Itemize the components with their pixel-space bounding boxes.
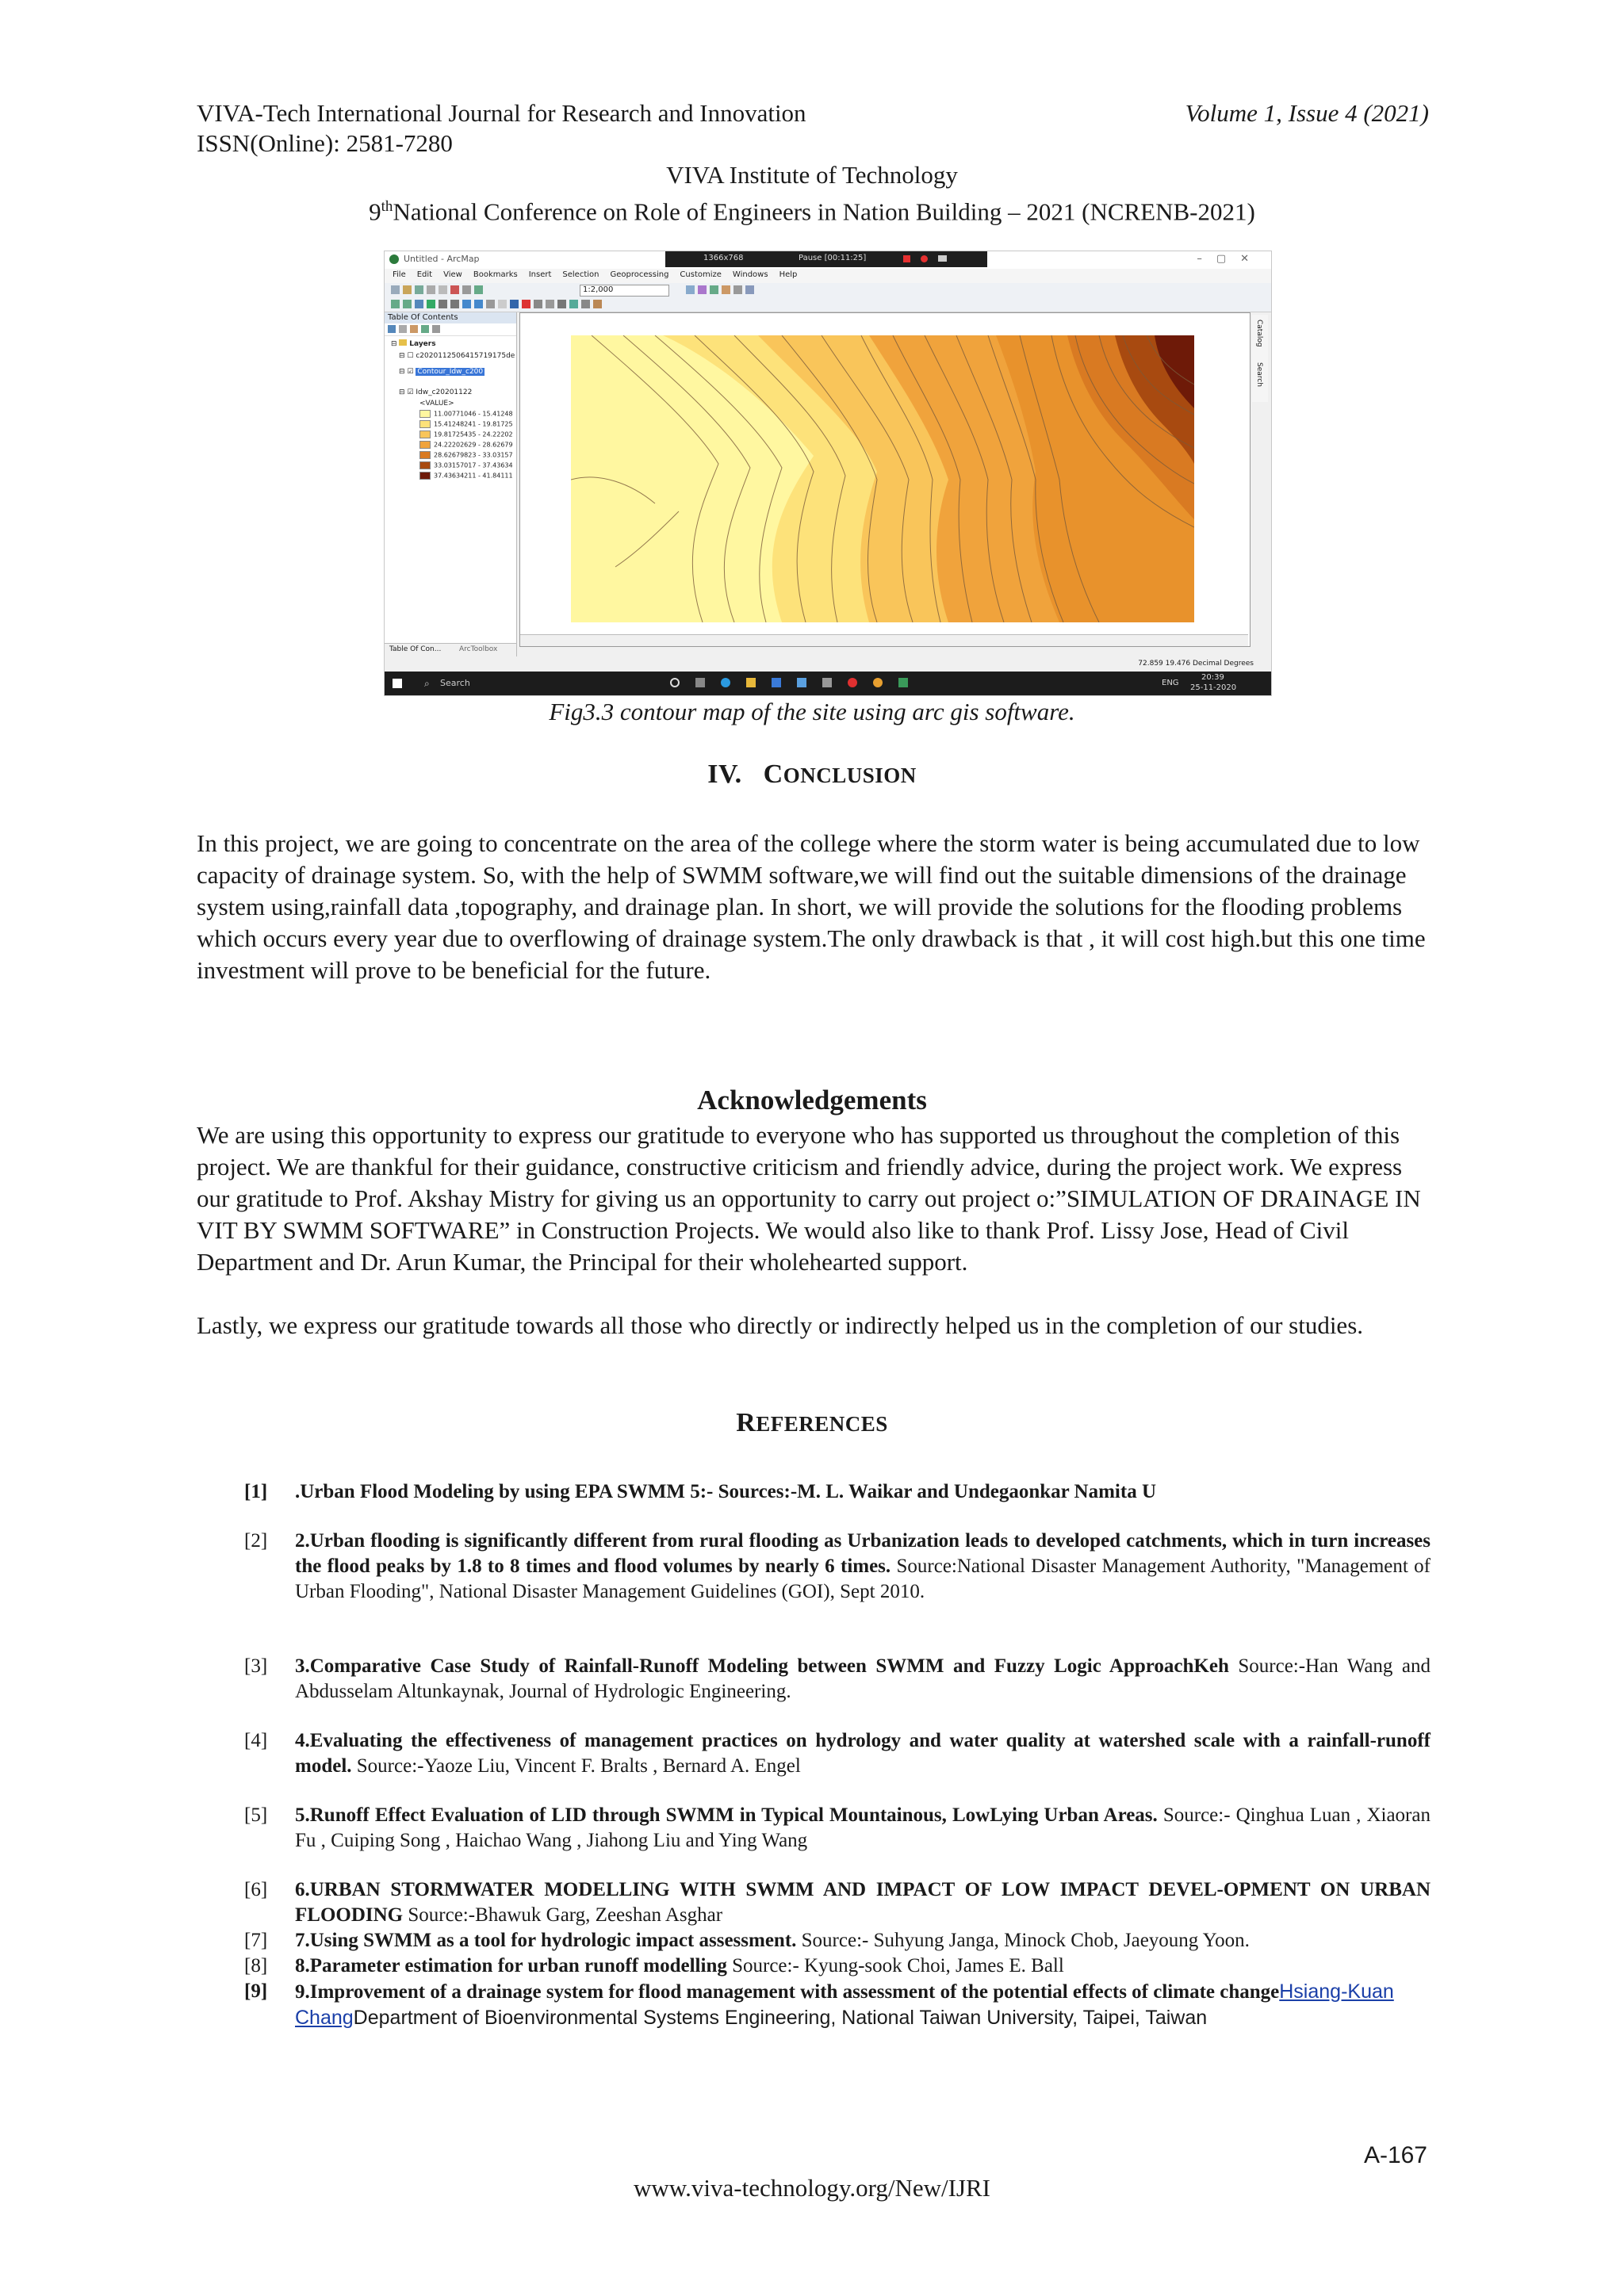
conference-name xyxy=(0,192,1624,227)
reference-title: 7.Using SWMM as a tool for hydrologic impact assessment. xyxy=(295,1930,797,1951)
status-bar xyxy=(385,657,1271,672)
toolbar-1 xyxy=(385,283,1271,297)
references-title-cap: R xyxy=(736,1408,756,1437)
acknowledgements-text-2: Lastly, we express our gratitude towards all those who directly or indirectly helped us in the completion of our studies. xyxy=(197,1311,1364,1339)
map-scale-select[interactable]: 1:2,000 xyxy=(580,285,669,297)
legend-entry xyxy=(419,410,513,420)
reference-source: Source:-Bhawuk Garg, Zeeshan Asghar xyxy=(403,1904,723,1926)
reference-number: [6] xyxy=(244,1879,268,1900)
legend-swatch xyxy=(419,410,431,418)
reference-number: [8] xyxy=(244,1955,268,1976)
screen-recorder-bar xyxy=(665,251,987,267)
toc-layer-2[interactable]: ⊟ ☑ Contour_Idw_c200 xyxy=(399,368,484,376)
reference-7 xyxy=(197,1928,1431,1954)
menu-item-view[interactable]: View xyxy=(443,270,462,279)
tab-arctoolbox[interactable]: ArcToolbox xyxy=(459,645,498,653)
legend-label: 24.22202629 - 28.62679 xyxy=(434,441,513,449)
reference-source: Source:National Disaster Management Authority, "Management of Urban Flooding", National Disaster Management Guidelines (GOI), Sept 2010. xyxy=(295,1556,1431,1602)
volume-issue: Volume 1, Issue 4 (2021) xyxy=(1185,99,1429,127)
legend-label: 33.03157017 - 37.43634 xyxy=(434,461,513,469)
table-of-contents-panel xyxy=(385,312,517,656)
contour-map xyxy=(520,313,1250,646)
reference-title: 8.Parameter estimation for urban runoff modelling xyxy=(295,1955,727,1976)
taskbar-search[interactable]: Search xyxy=(440,678,470,688)
window-controls[interactable]: –▢✕ xyxy=(1197,253,1263,265)
issn: ISSN(Online): 2581-7280 xyxy=(197,129,453,157)
legend-label: 19.81725435 - 24.22202 xyxy=(434,430,513,438)
toc-toolbar xyxy=(385,323,516,336)
reference-4 xyxy=(197,1728,1431,1781)
references-title-rest: EFERENCES xyxy=(756,1412,888,1436)
reference-number: [4] xyxy=(244,1730,268,1751)
tray-time: 20:39 xyxy=(1201,673,1224,682)
conference-suffix: th xyxy=(381,198,393,215)
arcmap-logo-icon xyxy=(389,254,399,264)
toc-layer-3[interactable]: ⊟ ☑ Idw_c20201122 xyxy=(399,388,473,396)
reference-title: 3.Comparative Case Study of Rainfall-Runoff Modeling between SWMM and Fuzzy Logic ApproachKeh xyxy=(295,1655,1229,1677)
reference-title: .Urban Flood Modeling by using EPA SWMM 5:- Sources:-M. L. Waikar and Undegaonkar Namita U xyxy=(295,1481,1156,1502)
conclusion-title-rest: ONCLUSION xyxy=(783,763,917,787)
recorder-resolution: 1366x768 xyxy=(703,254,744,262)
side-tabs xyxy=(1252,315,1268,402)
reference-author-link[interactable]: Hsiang-Kuan Chang xyxy=(295,1980,1394,2029)
legend-swatch xyxy=(419,430,431,438)
reference-number: [3] xyxy=(244,1655,268,1677)
reference-title: 2.Urban flooding is significantly different from rural flooding as Urbanization leads to developed catchments, which in turn increases the flood peaks by 1.8 to 8 times and flood volumes by nearly 6 times. xyxy=(295,1530,1431,1577)
menu-item-file[interactable]: File xyxy=(393,270,406,279)
legend-entry xyxy=(419,430,513,441)
reference-number: [5] xyxy=(244,1804,268,1826)
windows-taskbar xyxy=(385,672,1271,695)
conclusion-heading xyxy=(0,760,1624,790)
legend-entry xyxy=(419,472,513,482)
windows-start-icon[interactable] xyxy=(393,679,402,688)
menu-item-selection[interactable]: Selection xyxy=(562,270,599,279)
record-dot-icon xyxy=(921,255,928,262)
reference-8 xyxy=(197,1954,1431,1979)
conclusion-number: IV. xyxy=(707,760,742,789)
layer-1-name: c2020112506415719175de xyxy=(416,352,515,360)
menu-item-insert[interactable]: Insert xyxy=(528,270,552,279)
reference-source: Source:- Suhyung Janga, Minock Chob, Jaeyoung Yoon. xyxy=(796,1930,1250,1951)
window-titlebar xyxy=(385,251,1271,269)
legend-swatch xyxy=(419,461,431,469)
acknowledgements-text: We are using this opportunity to express our gratitude to everyone who has supported us throughout the completion of this project. We are thankful for their guidance, constructive criticism and friendly advice, during the project work. We express our gratitude to Prof. Akshay Mistry for giving us an opportunity to carry out project o:”SIMULATION OF DRAINAGE IN VIT BY SWMM SOFTWARE” in Construction Projects. We would also like to thank Prof. Lissy Jose, Head of Civil Department and Dr. Arun Kumar, the Principal for their wholehearted support. xyxy=(197,1121,1421,1276)
reference-source: Source:-Han Wang and Abdusselam Altunkaynak, Journal of Hydrologic Engineering. xyxy=(295,1655,1431,1702)
arcmap-screenshot xyxy=(384,251,1272,696)
institute-name: VIVA Institute of Technology xyxy=(666,161,958,189)
legend-label: 11.00771046 - 15.41248 xyxy=(434,410,513,418)
window-title: Untitled - ArcMap xyxy=(404,254,480,264)
legend-swatch xyxy=(419,420,431,428)
reference-number: [7] xyxy=(244,1930,268,1951)
map-canvas[interactable] xyxy=(519,312,1251,647)
menu-bar xyxy=(385,269,1271,283)
journal-title: VIVA-Tech International Journal for Research and Innovation xyxy=(197,99,806,127)
coordinates-readout: 72.859 19.476 Decimal Degrees xyxy=(1138,660,1254,668)
reference-number: [2] xyxy=(244,1530,268,1552)
layers-label: Layers xyxy=(409,340,436,348)
layer-3-name: Idw_c20201122 xyxy=(416,388,473,396)
toc-layer-1[interactable]: ⊟ ☐ c2020112506415719175de xyxy=(399,352,515,360)
legend-entry xyxy=(419,420,513,430)
recorder-status: Pause [00:11:25] xyxy=(799,254,867,262)
reference-number: [1] xyxy=(244,1481,268,1502)
camera-icon xyxy=(938,255,947,262)
search-icon: ⌕ xyxy=(424,678,430,689)
tray-language: ENG xyxy=(1162,679,1179,687)
legend-swatch xyxy=(419,441,431,449)
reference-title: 5.Runoff Effect Evaluation of LID through SWMM in Typical Mountainous, LowLying Urban Areas. xyxy=(295,1804,1158,1826)
tab-search[interactable]: Search xyxy=(1255,362,1263,387)
legend-entry xyxy=(419,441,513,451)
references-heading xyxy=(0,1408,1624,1438)
page-number: A-167 xyxy=(1363,2142,1427,2168)
reference-6 xyxy=(197,1877,1431,1928)
tray-date: 25-11-2020 xyxy=(1190,683,1237,692)
acknowledgements-heading: Acknowledgements xyxy=(697,1085,927,1115)
legend-entry xyxy=(419,461,513,472)
conference-number: 9 xyxy=(369,197,381,226)
toc-tabs xyxy=(385,643,516,656)
reference-9 xyxy=(197,1979,1431,2057)
legend-label: 28.62679823 - 33.03157 xyxy=(434,451,513,459)
toolbar-2 xyxy=(385,297,1271,312)
map-bottom-bar xyxy=(520,634,1248,646)
reference-title: 6.URBAN STORMWATER MODELLING WITH SWMM AND IMPACT OF LOW IMPACT DEVEL-OPMENT ON URBAN FLOODING xyxy=(295,1879,1431,1926)
reference-2 xyxy=(197,1529,1431,1632)
legend-swatch xyxy=(419,451,431,459)
conclusion-title-cap: C xyxy=(763,760,783,789)
toc-title: Table Of Contents xyxy=(385,312,516,323)
conclusion-text: In this project, we are going to concentrate on the area of the college where the storm water is being accumulated due to low capacity of drainage system. So, with the help of SWMM software,we will find out the suitable dimensions of the drainage system using,rainfall data ,topography, and drainage plan. In short, we will provide the solutions for the flooding problems which occurs every year due to overflowing of drainage system.The only drawback is that , it will cost high.but this one time investment will prove to be beneficial for the future. xyxy=(197,829,1426,984)
menu-item-help[interactable]: Help xyxy=(779,270,798,279)
taskbar-apps xyxy=(670,678,908,687)
tab-catalog[interactable]: Catalog xyxy=(1255,320,1263,347)
figure-caption: Fig3.3 contour map of the site using arc gis software. xyxy=(549,698,1075,725)
layer-2-name: Contour_Idw_c200 xyxy=(417,368,484,376)
value-label: <VALUE> xyxy=(419,400,454,408)
reference-source: Source:- Qinghua Luan , Xiaoran Fu , Cuiping Song , Haichao Wang , Jiahong Liu and Ying Wang xyxy=(295,1804,1431,1851)
menu-item-windows[interactable]: Windows xyxy=(732,270,768,279)
reference-source: Source:- Kyung-sook Choi, James E. Ball xyxy=(726,1955,1064,1976)
menu-item-geoprocessing[interactable]: Geoprocessing xyxy=(610,270,669,279)
menu-item-customize[interactable]: Customize xyxy=(680,270,722,279)
raster-legend xyxy=(419,410,513,482)
conference-title: National Conference on Role of Engineers in Nation Building – 2021 (NCRENB-2021) xyxy=(393,197,1255,226)
reference-source: Source:-Yaoze Liu, Vincent F. Bralts , Bernard A. Engel xyxy=(351,1755,801,1777)
legend-label: 37.43634211 - 41.84111 xyxy=(434,472,513,480)
reference-1 xyxy=(197,1479,1431,1506)
reference-title: 9.Improvement of a drainage system for flood management with assessment of the potential effects of climate change xyxy=(295,1981,1280,2003)
menu-item-edit[interactable]: Edit xyxy=(416,270,433,279)
legend-swatch xyxy=(419,472,431,480)
legend-label: 15.41248241 - 19.81725 xyxy=(434,420,513,428)
reference-source: Department of Bioenvironmental Systems Engineering, National Taiwan University, Taipei, Taiwan xyxy=(353,2007,1208,2029)
reference-3 xyxy=(197,1654,1431,1706)
legend-entry xyxy=(419,451,513,461)
record-stop-icon xyxy=(903,255,910,262)
reference-5 xyxy=(197,1803,1431,1855)
toc-layers[interactable]: ⊟ Layers xyxy=(391,340,436,348)
reference-number: [9] xyxy=(244,1980,268,2002)
tab-table-of-contents[interactable]: Table Of Con... xyxy=(389,645,442,653)
footer-url[interactable]: www.viva-technology.org/New/IJRI xyxy=(634,2174,990,2202)
menu-item-bookmarks[interactable]: Bookmarks xyxy=(473,270,518,279)
reference-title: 4.Evaluating the effectiveness of management practices on hydrology and water quality at watershed scale with a rainfall-runoff model. xyxy=(295,1730,1431,1777)
